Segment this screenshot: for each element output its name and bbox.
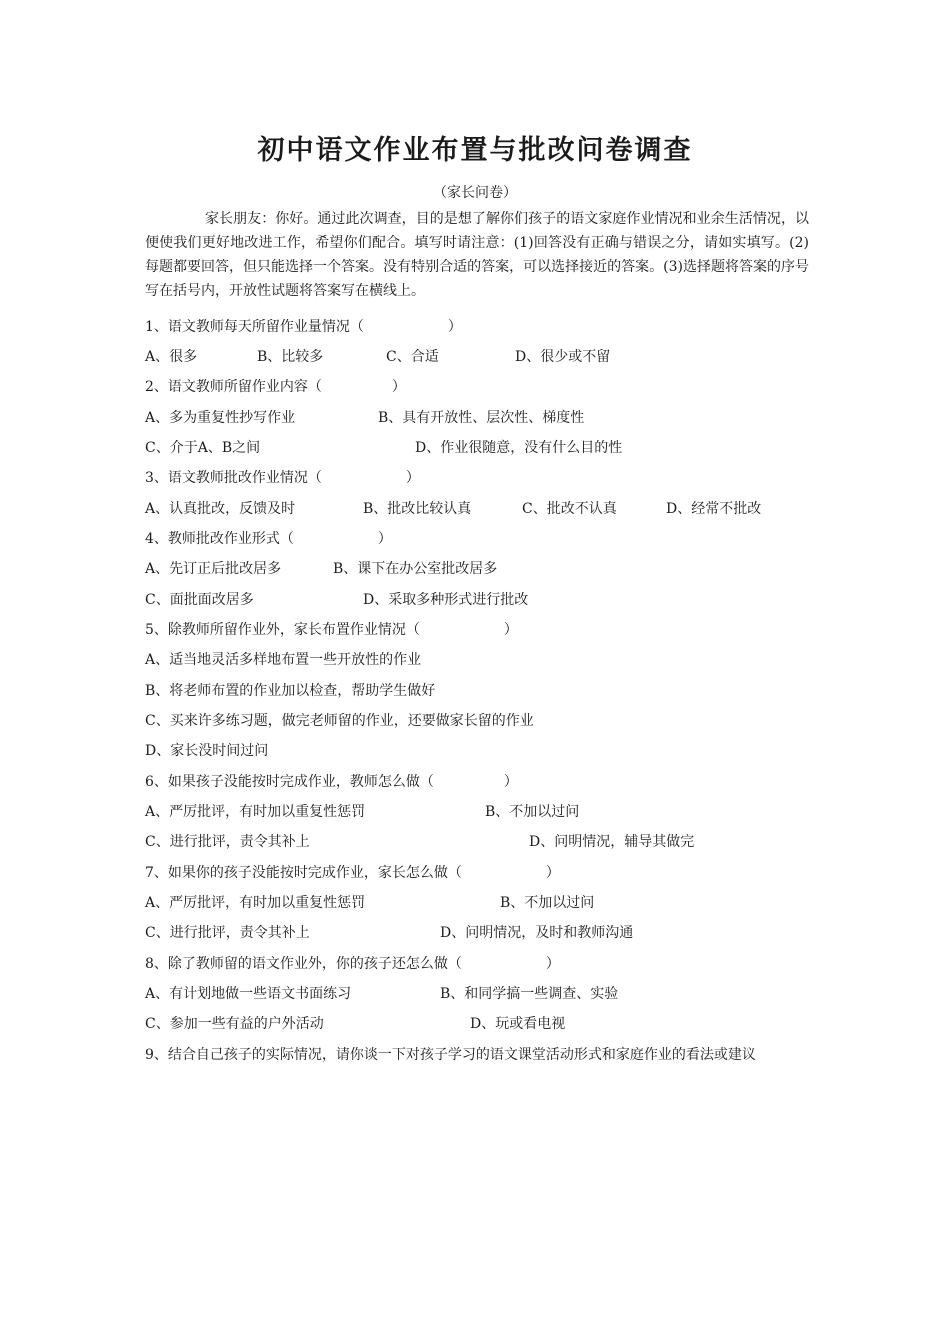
question-6-options-ab bbox=[145, 802, 825, 822]
question-4-options-ab bbox=[145, 559, 825, 579]
option-d: D、经常不批改 bbox=[666, 501, 762, 517]
question-5: 5、除教师所留作业外，家长布置作业情况（ ） bbox=[145, 622, 518, 638]
option-b: B、具有开放性、层次性、梯度性 bbox=[378, 410, 585, 426]
option-a: A、很多 bbox=[145, 349, 198, 365]
option-a: A、严厉批评，有时加以重复性惩罚 bbox=[145, 804, 366, 820]
option-b: B、课下在办公室批改居多 bbox=[333, 561, 498, 577]
question-5-option-a: A、适当地灵活多样地布置一些开放性的作业 bbox=[145, 652, 422, 668]
option-a: A、有计划地做一些语文书面练习 bbox=[145, 986, 352, 1002]
option-d: D、很少或不留 bbox=[515, 349, 611, 365]
option-c: C、介于A、B之间 bbox=[145, 440, 261, 456]
question-2-options-cd bbox=[145, 438, 825, 458]
option-c: C、合适 bbox=[386, 349, 439, 365]
option-d: D、玩或看电视 bbox=[470, 1016, 566, 1032]
question-7-options-cd bbox=[145, 923, 825, 943]
option-d: D、采取多种形式进行批改 bbox=[363, 592, 529, 608]
question-4-options-cd bbox=[145, 590, 825, 610]
page-subtitle: （家长问卷） bbox=[433, 185, 517, 201]
option-b: B、不加以过问 bbox=[500, 895, 595, 911]
question-6: 6、如果孩子没能按时完成作业，教师怎么做（ ） bbox=[145, 774, 518, 790]
option-d: D、作业很随意，没有什么目的性 bbox=[415, 440, 623, 456]
question-8: 8、除了教师留的语文作业外，你的孩子还怎么做（ ） bbox=[145, 956, 560, 972]
option-c: C、批改不认真 bbox=[522, 501, 617, 517]
intro-paragraph: 家长朋友：你好。通过此次调查，目的是想了解你们孩子的语文家庭作业情况和业余生活情况，以便使我们更好地改进工作，希望你们配合。填写时请注意：(1)回答没有正确与错误之分，请如实填写。(2)每题都要回答，但只能选择一个答案。没有特别合适的答案，可以选择接近的答案。(3)选择题将答案的序号写在括号内，开放性试题将答案写在横线上。 bbox=[145, 211, 809, 299]
option-a: A、认真批改，反馈及时 bbox=[145, 501, 296, 517]
option-b: B、比较多 bbox=[257, 349, 324, 365]
question-3: 3、语文教师批改作业情况（ ） bbox=[145, 470, 420, 486]
question-2-options-ab bbox=[145, 408, 825, 428]
option-c: C、参加一些有益的户外活动 bbox=[145, 1016, 324, 1032]
question-1-options bbox=[145, 347, 825, 367]
option-b: B、批改比较认真 bbox=[363, 501, 472, 517]
option-b: B、和同学搞一些调查、实验 bbox=[440, 986, 619, 1002]
option-a: A、多为重复性抄写作业 bbox=[145, 410, 296, 426]
question-2: 2、语文教师所留作业内容（ ） bbox=[145, 379, 406, 395]
question-8-options-cd bbox=[145, 1014, 825, 1034]
option-a: A、严厉批评，有时加以重复性惩罚 bbox=[145, 895, 366, 911]
question-5-option-c: C、买来许多练习题，做完老师留的作业，还要做家长留的作业 bbox=[145, 713, 534, 729]
option-b: B、不加以过问 bbox=[485, 804, 580, 820]
question-3-options bbox=[145, 499, 825, 519]
question-7: 7、如果你的孩子没能按时完成作业，家长怎么做（ ） bbox=[145, 865, 560, 881]
option-a: A、先订正后批改居多 bbox=[145, 561, 282, 577]
option-d: D、问明情况，辅导其做完 bbox=[529, 834, 695, 850]
question-5-option-d: D、家长没时间过问 bbox=[145, 743, 269, 759]
question-4: 4、教师批改作业形式（ ） bbox=[145, 531, 392, 547]
option-d: D、问明情况，及时和教师沟通 bbox=[440, 925, 634, 941]
option-c: C、面批面改居多 bbox=[145, 592, 254, 608]
question-9: 9、结合自己孩子的实际情况，请你谈一下对孩子学习的语文课堂活动形式和家庭作业的看法或建议 bbox=[145, 1047, 756, 1063]
page-title: 初中语文作业布置与批改问卷调查 bbox=[257, 135, 693, 166]
question-5-option-b: B、将老师布置的作业加以检查，帮助学生做好 bbox=[145, 683, 436, 699]
question-1: 1、语文教师每天所留作业量情况（ ） bbox=[145, 319, 462, 335]
option-c: C、进行批评，责令其补上 bbox=[145, 925, 310, 941]
option-c: C、进行批评，责令其补上 bbox=[145, 834, 310, 850]
question-6-options-cd bbox=[145, 832, 825, 852]
question-8-options-ab bbox=[145, 984, 825, 1004]
question-7-options-ab bbox=[145, 893, 825, 913]
